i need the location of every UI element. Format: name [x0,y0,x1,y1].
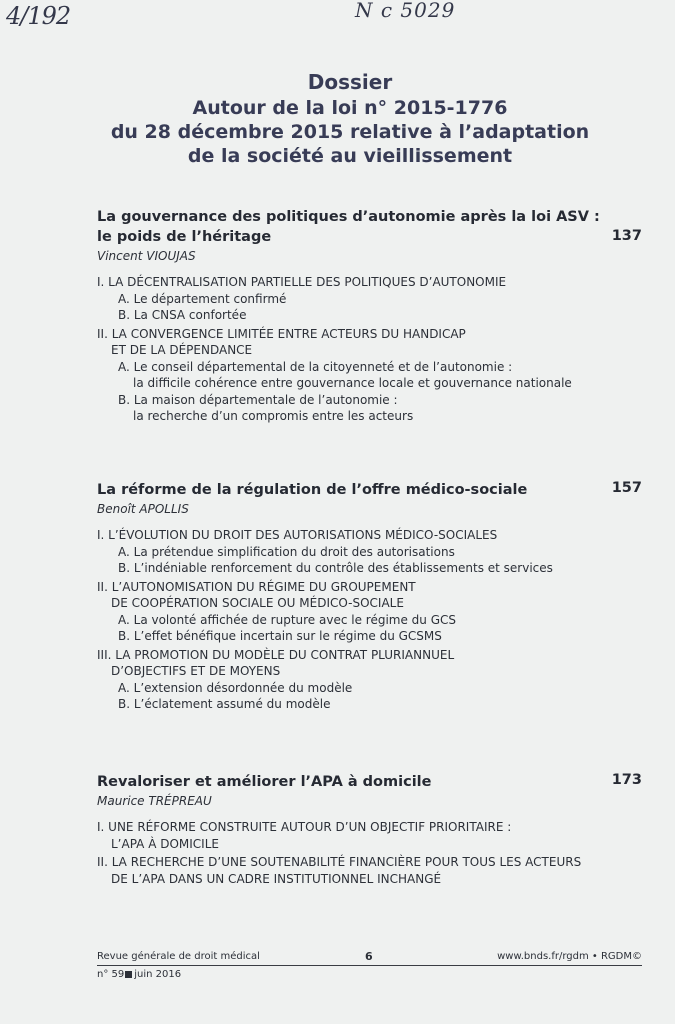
outline-subpart-continuation: la difficile cohérence entre gouvernance locale et gouvernance nationale [133,376,572,390]
outline-part-continuation: D’OBJECTIFS ET DE MOYENS [111,664,281,678]
outline-part: I. UNE RÉFORME CONSTRUITE AUTOUR D’UN OBJECTIF PRIORITAIRE : [97,820,512,834]
article-title-line: La réforme de la régulation de l’offre médico-sociale [97,482,528,498]
outline-subpart: A. La volonté affichée de rupture avec le régime du GCS [118,612,456,627]
outline-part-continuation: L’APA À DOMICILE [111,836,219,851]
outline-part: I. L’ÉVOLUTION DU DROIT DES AUTORISATIONS MÉDICO-SOCIALES [97,528,498,542]
square-bullet-icon [125,971,132,978]
article-outline [97,527,642,713]
article-regulation [97,480,642,713]
article-outline [97,274,642,425]
outline-part: II. LA RECHERCHE D’UNE SOUTENABILITÉ FINANCIÈRE POUR TOUS LES ACTEURS [97,855,582,869]
footer-divider [97,965,642,966]
article-title-line: Revaloriser et améliorer l’APA à domicile [97,774,432,790]
article-author: Benoît APOLLIS [97,502,189,516]
article-outline [97,819,642,887]
footer-page-number: 6 [365,950,373,963]
article-heading [97,207,642,247]
issue-number: n° 59 [97,969,125,980]
article-apa [97,772,642,887]
outline-subpart: B. La maison départementale de l’autonomie : [118,392,398,407]
outline-subpart: A. Le conseil départemental de la citoyenneté et de l’autonomie : [118,359,513,374]
outline-part-continuation: DE L’APA DANS UN CADRE INSTITUTIONNEL INCHANGÉ [111,871,442,886]
article-page-number: 173 [611,772,642,788]
footer-row [97,951,642,965]
article-author: Maurice TRÉPREAU [97,794,212,808]
outline-part: II. LA CONVERGENCE LIMITÉE ENTRE ACTEURS DU HANDICAP [97,326,466,341]
outline-subpart: A. L’extension désordonnée du modèle [118,680,353,695]
outline-subpart-continuation: la recherche d’un compromis entre les acteurs [133,409,414,423]
outline-part: III. LA PROMOTION DU MODÈLE DU CONTRAT PLURIANNUEL [97,647,455,662]
issue-date: juin 2016 [134,969,182,980]
article-heading [97,772,642,792]
issue-info [97,969,642,980]
article-title-line: le poids de l’héritage [97,229,272,245]
dossier-title-line-3: de la société au vieillissement [187,145,513,167]
article-governance [97,207,642,425]
dossier-title-line-2: du 28 décembre 2015 relative à l’adaptation [110,121,590,143]
dossier-label: Dossier [307,70,393,94]
page-footer [97,951,642,980]
outline-subpart: B. La CNSA confortée [118,308,247,322]
journal-website: www.bnds.fr/rgdm • RGDM© [497,951,642,962]
dossier-header [70,68,630,168]
outline-subpart: A. Le département confirmé [118,291,287,306]
handwritten-call-number: N c 5029 [355,0,456,22]
outline-part: II. L’AUTONOMISATION DU RÉGIME DU GROUPEMENT [97,579,416,594]
article-page-number: 137 [611,228,642,244]
outline-part-continuation: DE COOPÉRATION SOCIALE OU MÉDICO-SOCIALE [111,596,404,610]
article-author: Vincent VIOUJAS [97,249,196,263]
outline-subpart: B. L’effet bénéfique incertain sur le régime du GCSMS [118,629,442,643]
dossier-title-line-1: Autour de la loi n° 2015-1776 [192,97,508,119]
outline-subpart: B. L’indéniable renforcement du contrôle des établissements et services [118,561,553,575]
journal-name: Revue générale de droit médical [97,951,260,962]
article-heading [97,480,642,500]
article-page-number: 157 [611,480,642,496]
article-title-line: La gouvernance des politiques d’autonomie après la loi ASV : [97,209,600,225]
outline-subpart: B. L’éclatement assumé du modèle [118,697,331,711]
outline-part-continuation: ET DE LA DÉPENDANCE [111,343,253,357]
outline-subpart: A. La prétendue simplification du droit des autorisations [118,544,455,559]
handwritten-archive-mark: 4/192 [6,2,71,30]
outline-part: I. LA DÉCENTRALISATION PARTIELLE DES POLITIQUES D’AUTONOMIE [97,275,507,289]
